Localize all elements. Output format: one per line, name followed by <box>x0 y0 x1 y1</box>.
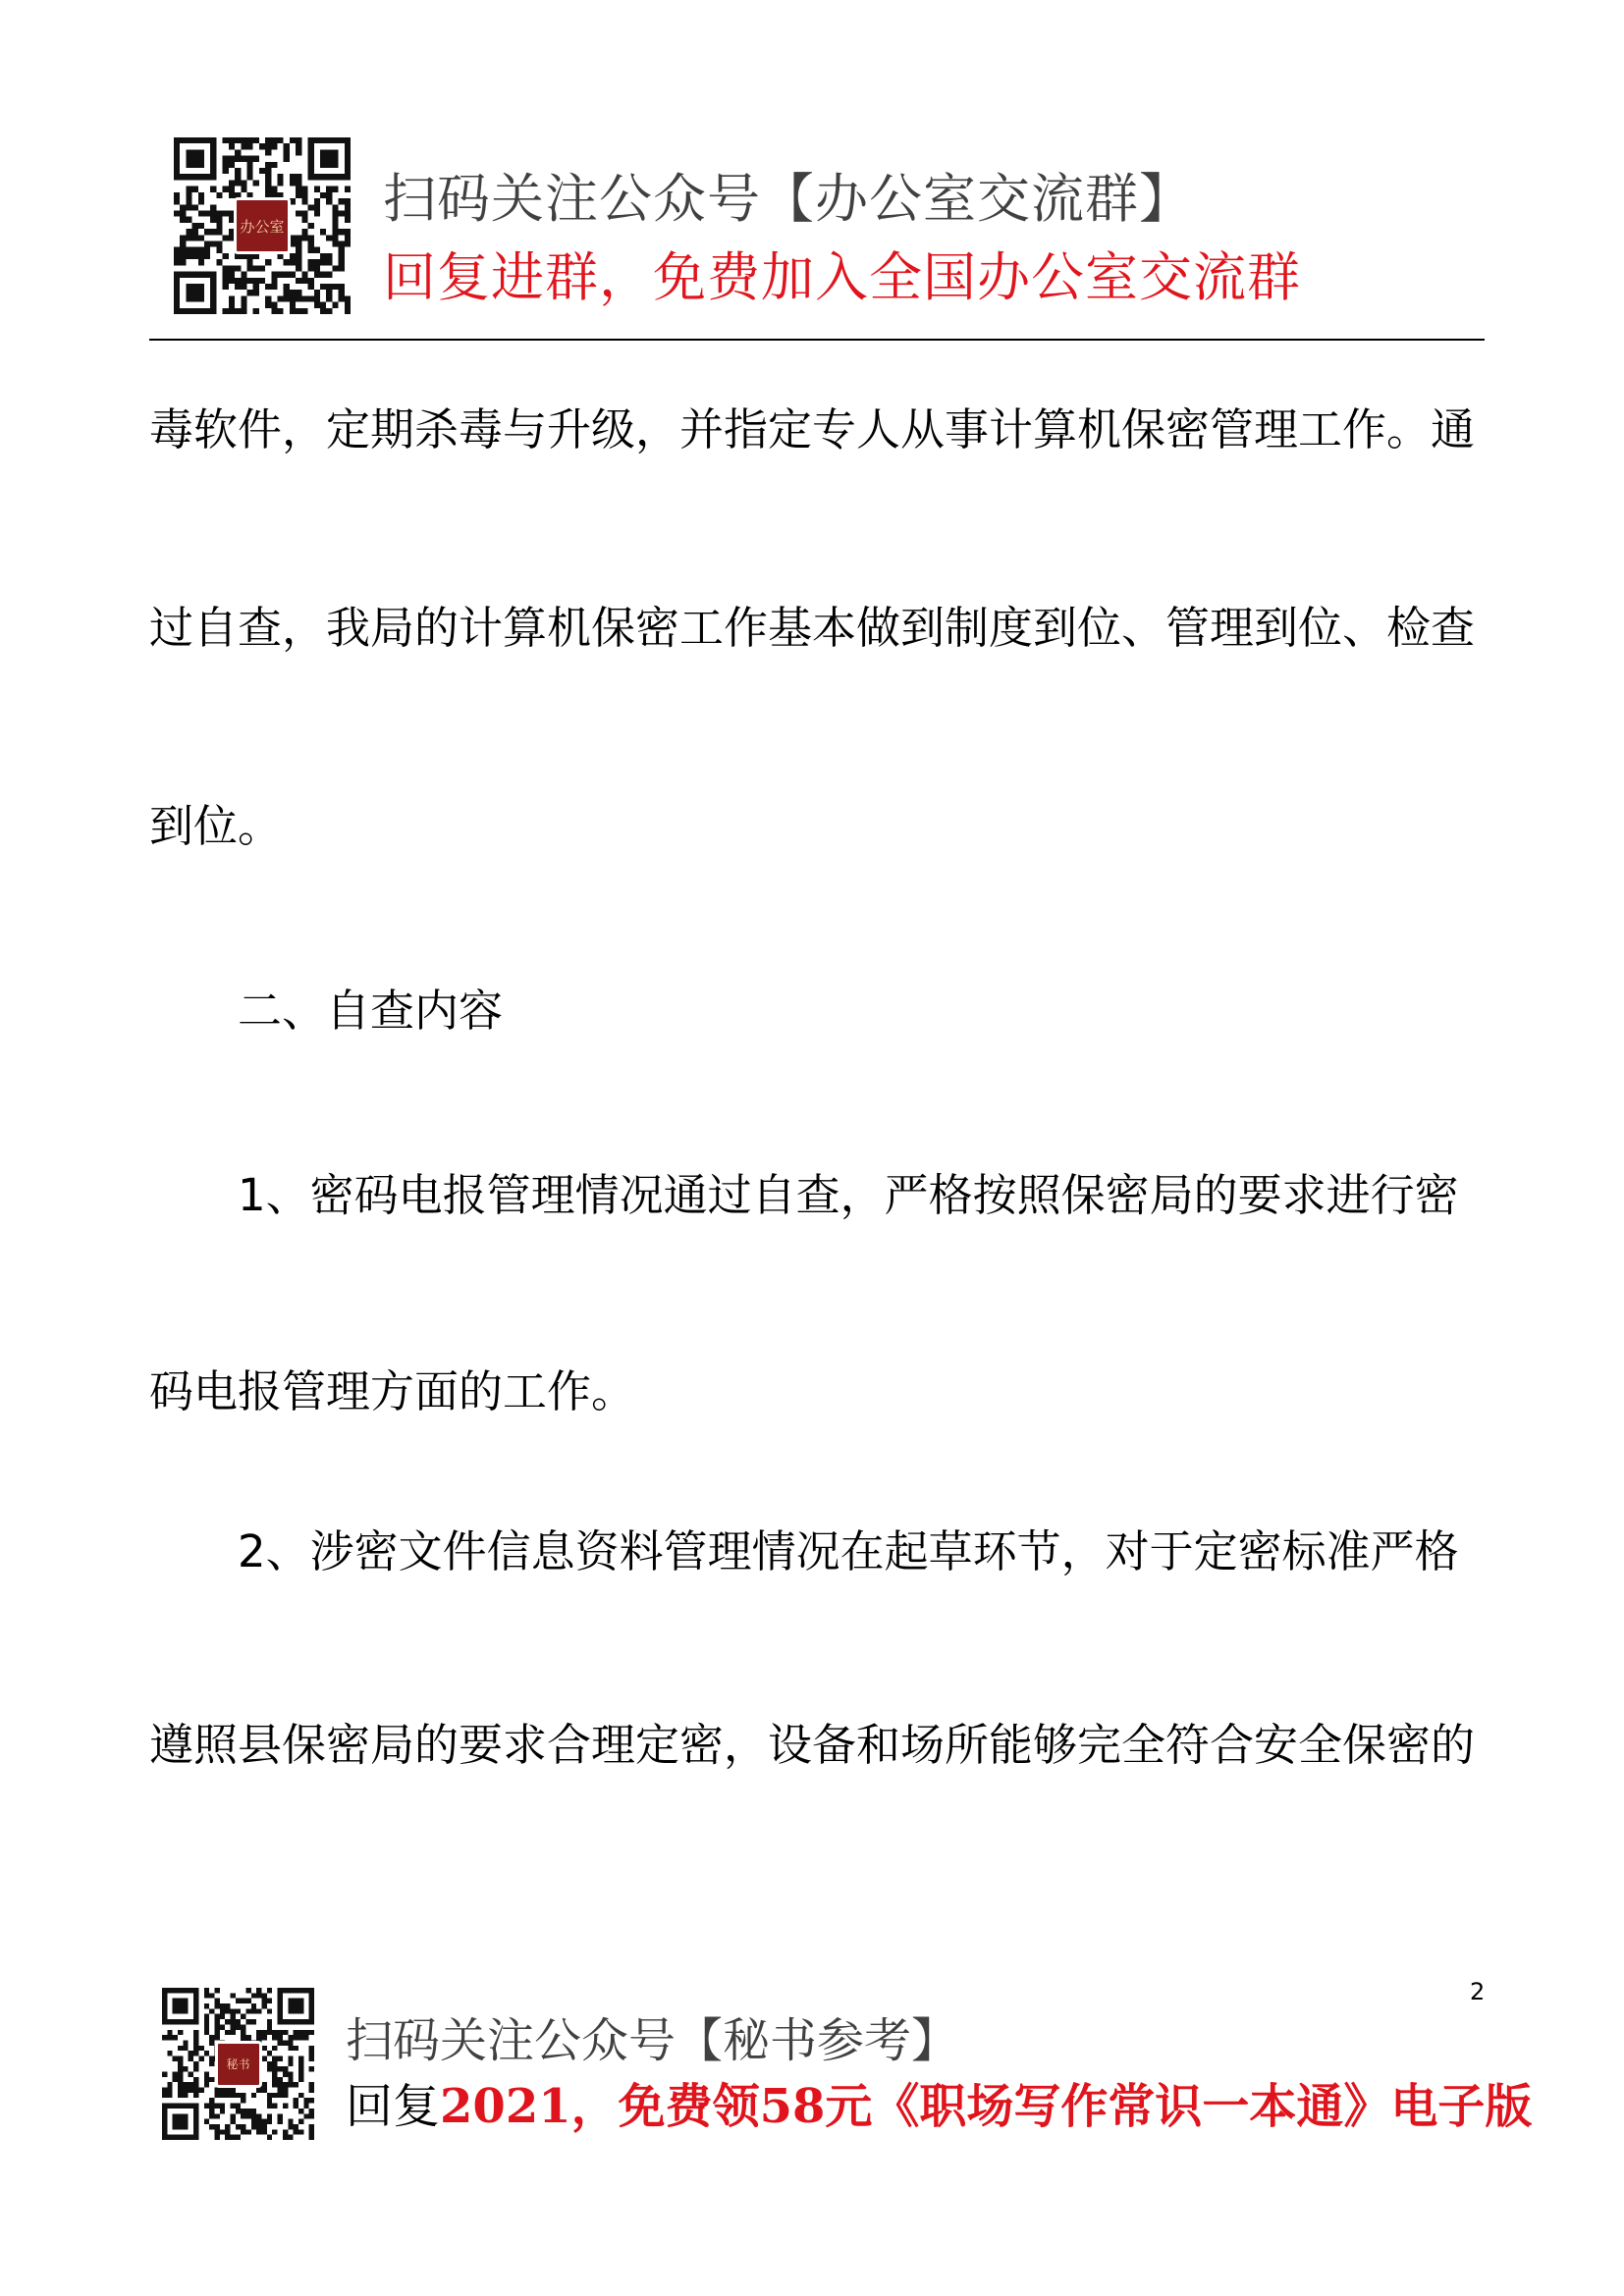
header-subtitle: 回复进群，免费加入全国办公室交流群 <box>383 246 1301 308</box>
body-line-6: 码电报管理方面的工作。 <box>149 1365 636 1417</box>
qr-logo-badge: 办公室 <box>234 197 291 254</box>
body-line-2: 过自查，我局的计算机保密工作基本做到制度到位、管理到位、检查 <box>149 602 1476 654</box>
qr-code-footer <box>162 1988 314 2140</box>
page-number: 2 <box>1470 1978 1486 2005</box>
footer-subtitle <box>346 2068 1532 2136</box>
section-heading: 二、自查内容 <box>238 985 504 1037</box>
qr-code-header <box>174 137 351 314</box>
header-title: 扫码关注公众号【办公室交流群】 <box>383 168 1193 230</box>
body-line-7: 2、涉密文件信息资料管理情况在起草环节，对于定密标准严格 <box>238 1525 1459 1577</box>
footer-subtitle-highlight: 2021，免费领58元《职场写作常识一本通》电子版 <box>440 2079 1533 2134</box>
body-line-5: 1、密码电报管理情况通过自查，严格按照保密局的要求进行密 <box>238 1169 1459 1221</box>
body-line-1: 毒软件，定期杀毒与升级，并指定专人从事计算机保密管理工作。通 <box>149 403 1476 455</box>
footer-title: 扫码关注公众号【秘书参考】 <box>346 2013 959 2068</box>
body-line-8: 遵照县保密局的要求合理定密，设备和场所能够完全符合安全保密的 <box>149 1719 1476 1771</box>
qr-logo-badge: 秘书 <box>215 2041 262 2088</box>
body-line-3: 到位。 <box>149 800 283 852</box>
footer-subtitle-prefix: 回复 <box>346 2079 441 2134</box>
header-divider <box>149 339 1485 341</box>
